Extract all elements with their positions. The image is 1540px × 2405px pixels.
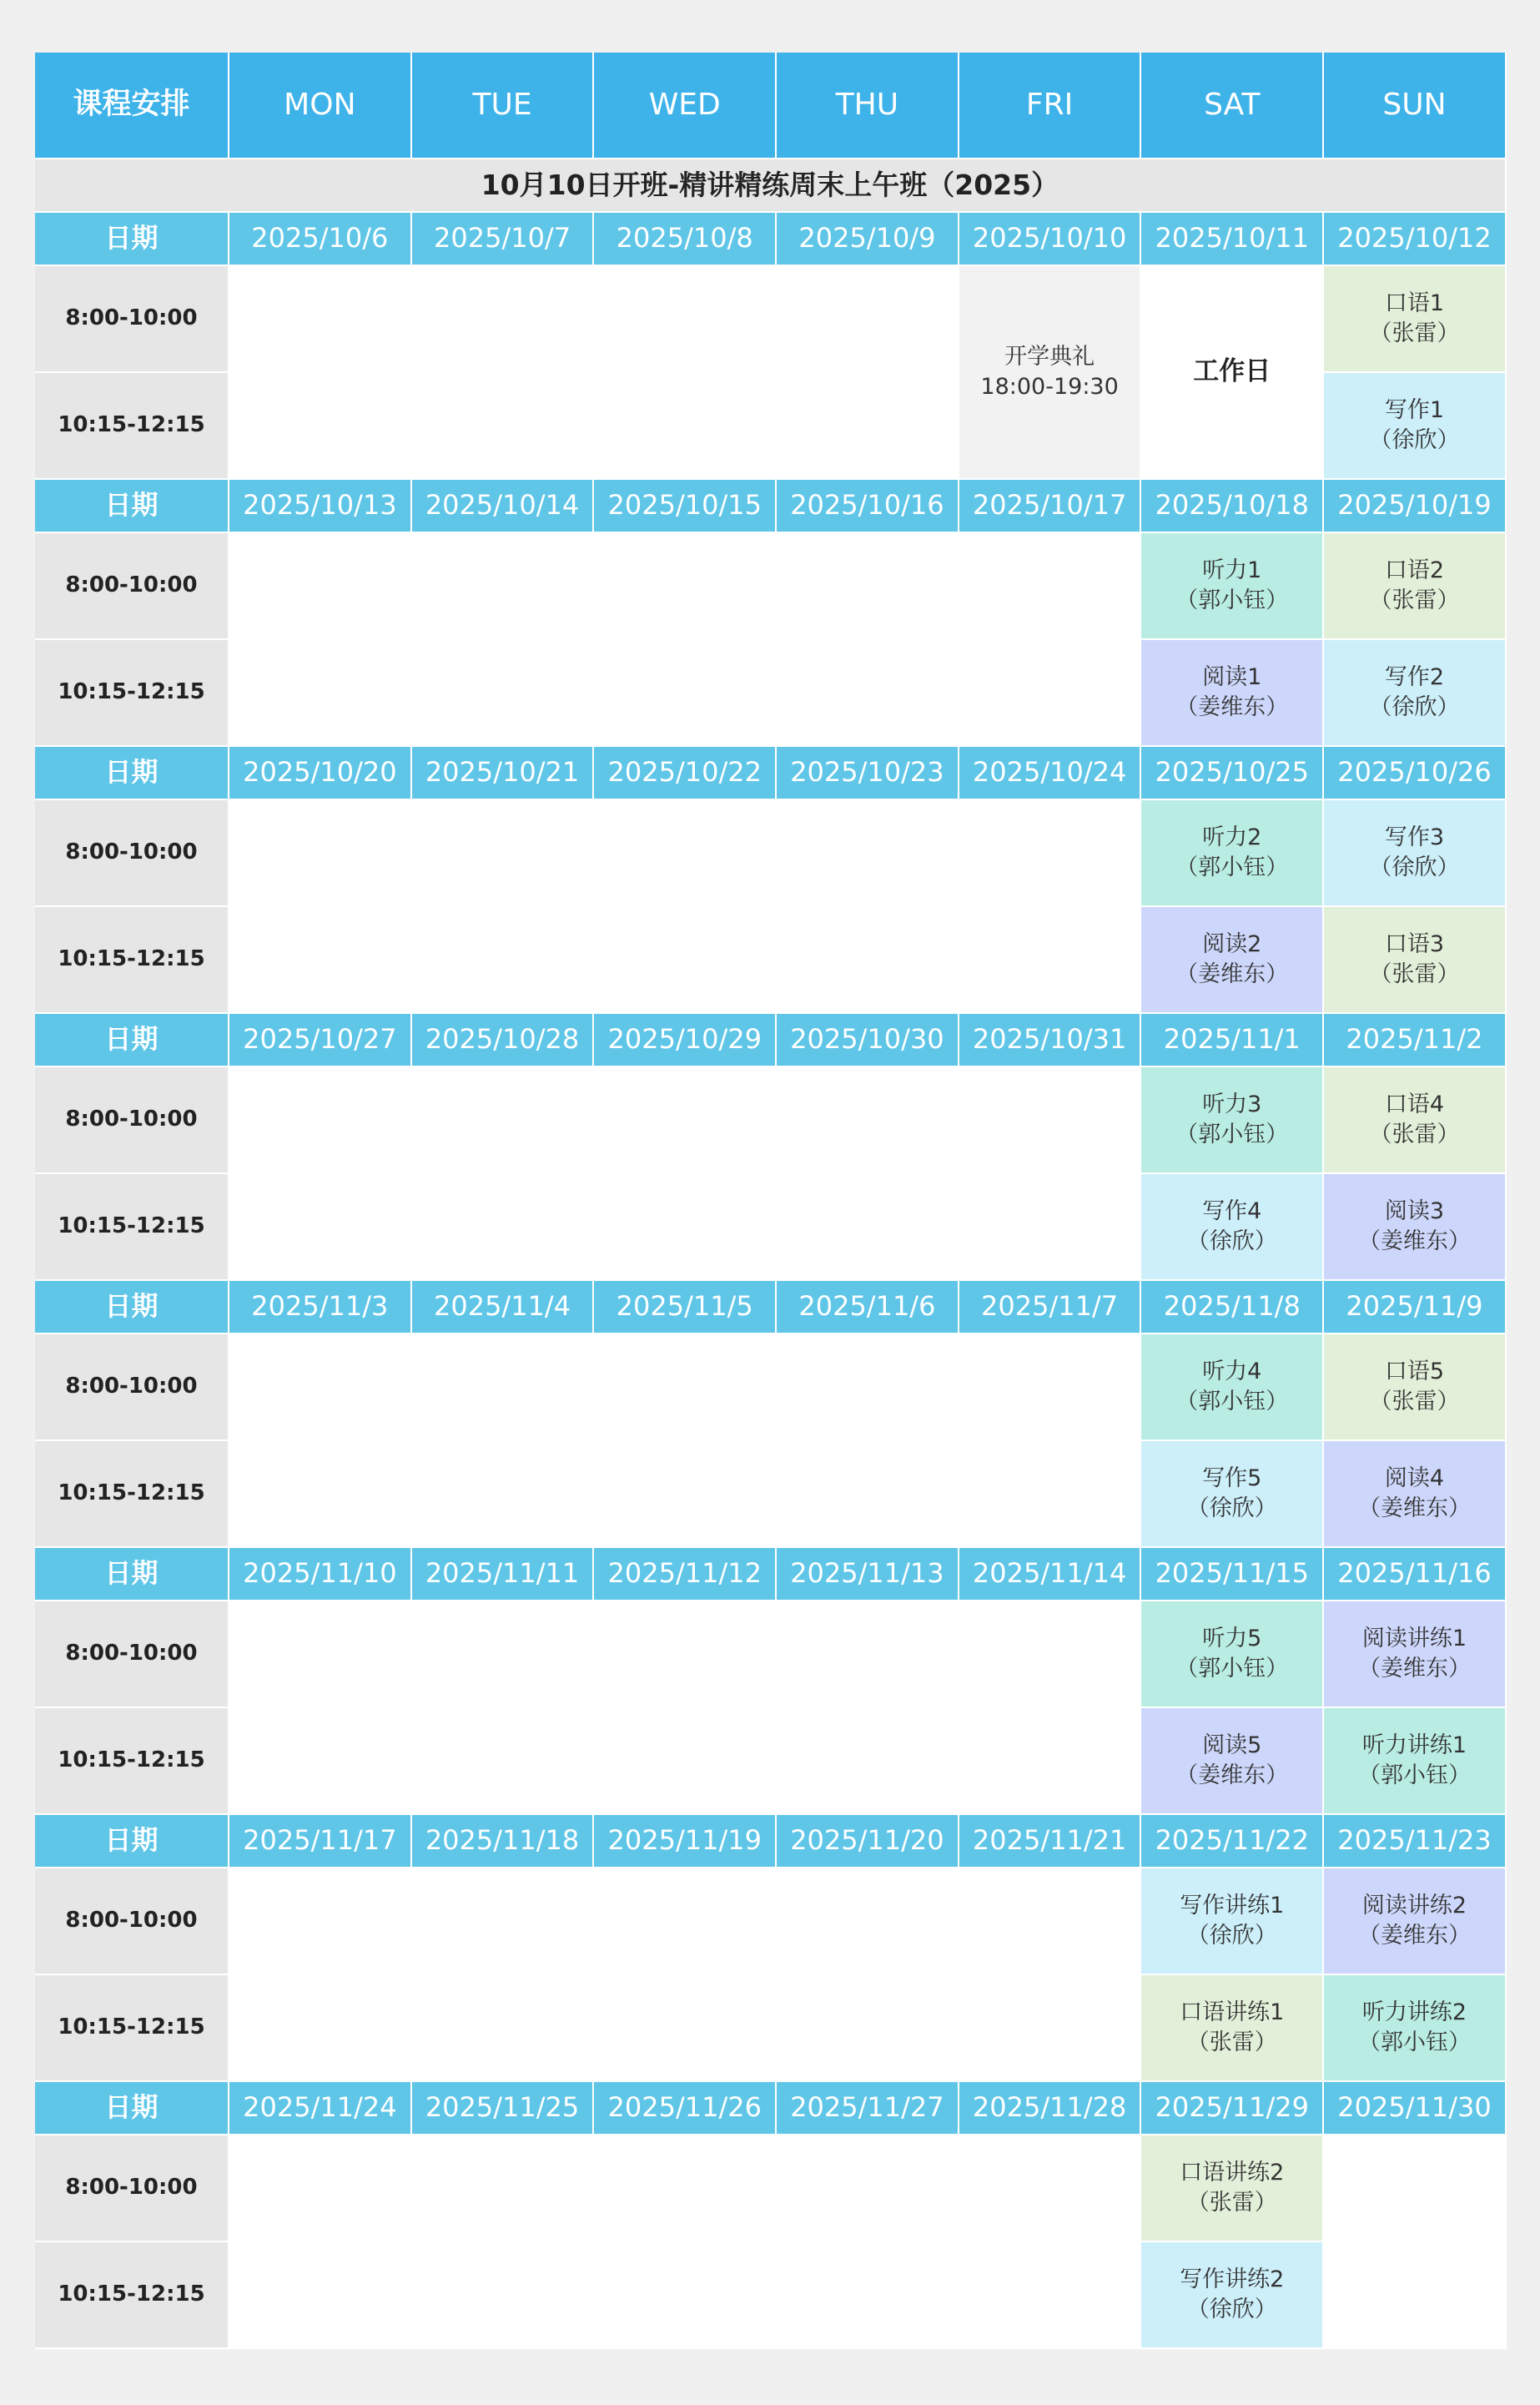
course-teacher: （姜维东） xyxy=(1175,961,1289,987)
weekday-empty-block xyxy=(229,800,1141,1014)
course-teacher: （徐欣） xyxy=(1186,1923,1277,1949)
course-cell xyxy=(1141,800,1324,907)
course-title: 听力2 xyxy=(1202,824,1262,850)
course-cell xyxy=(1141,640,1324,747)
date-cell-fri: 2025/10/24 xyxy=(959,747,1142,800)
date-cell-mon: 2025/10/6 xyxy=(229,213,412,266)
weekday-empty-block xyxy=(229,1334,1141,1548)
date-cell-tue: 2025/11/25 xyxy=(412,2082,595,2135)
course-title: 写作讲练2 xyxy=(1180,2266,1285,2292)
course-title: 口语4 xyxy=(1384,1091,1445,1117)
date-cell-fri: 2025/10/10 xyxy=(959,213,1142,266)
weekday-empty-block xyxy=(229,2135,1141,2349)
date-cell-sun: 2025/10/12 xyxy=(1324,213,1507,266)
course-title: 听力4 xyxy=(1202,1358,1262,1384)
course-teacher: （郭小钰） xyxy=(1357,1762,1471,1788)
date-cell-fri: 2025/11/21 xyxy=(959,1815,1142,1868)
date-cell-wed: 2025/11/26 xyxy=(594,2082,777,2135)
date-cell-mon: 2025/11/24 xyxy=(229,2082,412,2135)
course-title: 听力5 xyxy=(1202,1625,1262,1651)
date-cell-fri: 2025/11/28 xyxy=(959,2082,1142,2135)
date-cell-sun: 2025/11/16 xyxy=(1324,1548,1507,1601)
time-slot-morning: 8:00-10:00 xyxy=(35,800,229,907)
day-header-thu: THU xyxy=(777,53,959,159)
course-teacher: （郭小钰） xyxy=(1175,1122,1289,1147)
time-slot-morning: 8:00-10:00 xyxy=(35,533,229,640)
course-title: 阅读2 xyxy=(1202,930,1262,957)
course-teacher: （张雷） xyxy=(1369,961,1460,987)
course-teacher: （姜维东） xyxy=(1357,1228,1471,1254)
weekday-empty-block xyxy=(229,1868,1141,2082)
course-cell xyxy=(1141,1601,1324,1708)
course-teacher: （姜维东） xyxy=(1357,1495,1471,1521)
date-cell-sat: 2025/11/22 xyxy=(1141,1815,1324,1868)
course-cell xyxy=(1324,1975,1507,2082)
opening-ceremony-title: 开学典礼 xyxy=(1004,343,1095,370)
course-cell xyxy=(1324,1067,1507,1174)
date-cell-sun: 2025/10/26 xyxy=(1324,747,1507,800)
course-title: 阅读讲练1 xyxy=(1361,1625,1467,1651)
date-cell-sun: 2025/11/30 xyxy=(1324,2082,1507,2135)
date-cell-thu: 2025/11/13 xyxy=(777,1548,959,1601)
time-slot-late-morning: 10:15-12:15 xyxy=(35,373,229,480)
time-slot-late-morning: 10:15-12:15 xyxy=(35,640,229,747)
date-cell-sat: 2025/11/1 xyxy=(1141,1014,1324,1067)
time-slot-morning: 8:00-10:00 xyxy=(35,1334,229,1441)
date-cell-mon: 2025/10/27 xyxy=(229,1014,412,1067)
date-cell-thu: 2025/10/30 xyxy=(777,1014,959,1067)
time-slot-morning: 8:00-10:00 xyxy=(35,1601,229,1708)
day-header-wed: WED xyxy=(594,53,777,159)
course-cell xyxy=(1141,1708,1324,1815)
day-header-sat: SAT xyxy=(1141,53,1324,159)
date-row-label: 日期 xyxy=(35,1281,229,1334)
course-title: 口语3 xyxy=(1384,930,1445,957)
time-slot-morning: 8:00-10:00 xyxy=(35,1067,229,1174)
course-cell xyxy=(1141,907,1324,1014)
course-teacher: （徐欣） xyxy=(1186,1228,1277,1254)
corner-header: 课程安排 xyxy=(35,53,229,159)
course-cell xyxy=(1324,1174,1507,1281)
date-cell-tue: 2025/11/4 xyxy=(412,1281,595,1334)
course-cell xyxy=(1324,1868,1507,1975)
date-cell-mon: 2025/11/17 xyxy=(229,1815,412,1868)
course-teacher: （张雷） xyxy=(1186,2190,1277,2216)
course-title: 阅读5 xyxy=(1202,1732,1262,1758)
date-cell-sat: 2025/10/18 xyxy=(1141,480,1324,533)
time-slot-late-morning: 10:15-12:15 xyxy=(35,1441,229,1548)
course-title: 口语讲练2 xyxy=(1180,2159,1285,2186)
date-cell-mon: 2025/11/3 xyxy=(229,1281,412,1334)
date-cell-mon: 2025/10/13 xyxy=(229,480,412,533)
time-slot-morning: 8:00-10:00 xyxy=(35,1868,229,1975)
date-cell-tue: 2025/10/28 xyxy=(412,1014,595,1067)
date-cell-fri: 2025/10/31 xyxy=(959,1014,1142,1067)
course-teacher: （姜维东） xyxy=(1175,1762,1289,1788)
date-cell-fri: 2025/11/14 xyxy=(959,1548,1142,1601)
date-cell-tue: 2025/10/14 xyxy=(412,480,595,533)
course-title: 写作3 xyxy=(1384,824,1445,850)
date-row-label: 日期 xyxy=(35,1014,229,1067)
date-cell-thu: 2025/10/16 xyxy=(777,480,959,533)
course-title: 口语1 xyxy=(1384,290,1445,316)
course-cell xyxy=(1324,640,1507,747)
course-teacher: （徐欣） xyxy=(1369,427,1460,453)
date-cell-wed: 2025/10/8 xyxy=(594,213,777,266)
course-teacher: （张雷） xyxy=(1369,1122,1460,1147)
class-banner: 10月10日开班-精讲精练周末上午班（2025） xyxy=(35,159,1507,213)
course-teacher: （郭小钰） xyxy=(1175,1656,1289,1681)
date-cell-wed: 2025/10/22 xyxy=(594,747,777,800)
date-cell-sun: 2025/10/19 xyxy=(1324,480,1507,533)
date-row-label: 日期 xyxy=(35,747,229,800)
course-title: 口语2 xyxy=(1384,557,1445,583)
course-title: 阅读讲练2 xyxy=(1361,1892,1467,1918)
day-header-tue: TUE xyxy=(412,53,595,159)
time-slot-late-morning: 10:15-12:15 xyxy=(35,1975,229,2082)
date-cell-sun: 2025/11/9 xyxy=(1324,1281,1507,1334)
date-cell-mon: 2025/11/10 xyxy=(229,1548,412,1601)
day-header-mon: MON xyxy=(229,53,412,159)
weekday-empty-block xyxy=(229,266,959,480)
date-cell-sun: 2025/11/2 xyxy=(1324,1014,1507,1067)
course-teacher: （郭小钰） xyxy=(1175,1389,1289,1414)
date-cell-tue: 2025/10/7 xyxy=(412,213,595,266)
date-row-label: 日期 xyxy=(35,2082,229,2135)
weekday-empty-block xyxy=(229,1067,1141,1281)
course-title: 听力3 xyxy=(1202,1091,1262,1117)
course-cell xyxy=(1324,1601,1507,1708)
date-cell-wed: 2025/11/19 xyxy=(594,1815,777,1868)
date-cell-sat: 2025/11/8 xyxy=(1141,1281,1324,1334)
course-cell xyxy=(1141,1334,1324,1441)
course-cell xyxy=(1324,800,1507,907)
course-cell xyxy=(1141,533,1324,640)
time-slot-morning: 8:00-10:00 xyxy=(35,2135,229,2242)
course-teacher: （张雷） xyxy=(1369,587,1460,613)
course-teacher: （徐欣） xyxy=(1186,1495,1277,1521)
date-cell-tue: 2025/10/21 xyxy=(412,747,595,800)
course-title: 听力讲练1 xyxy=(1361,1732,1467,1758)
date-row-label: 日期 xyxy=(35,1815,229,1868)
course-teacher: （姜维东） xyxy=(1357,1656,1471,1681)
course-teacher: （张雷） xyxy=(1369,320,1460,346)
date-row-label: 日期 xyxy=(35,1548,229,1601)
course-teacher: （郭小钰） xyxy=(1175,855,1289,880)
time-slot-late-morning: 10:15-12:15 xyxy=(35,1708,229,1815)
day-header-fri: FRI xyxy=(959,53,1142,159)
day-header-sun: SUN xyxy=(1324,53,1507,159)
course-cell xyxy=(1141,1174,1324,1281)
opening-ceremony-time: 18:00-19:30 xyxy=(980,374,1119,400)
course-title: 听力讲练2 xyxy=(1361,1999,1467,2025)
date-cell-fri: 2025/10/17 xyxy=(959,480,1142,533)
course-cell xyxy=(1141,1868,1324,1975)
date-cell-wed: 2025/11/5 xyxy=(594,1281,777,1334)
date-cell-wed: 2025/10/15 xyxy=(594,480,777,533)
empty-cell xyxy=(1324,2242,1507,2349)
date-cell-mon: 2025/10/20 xyxy=(229,747,412,800)
weekday-empty-block xyxy=(229,1601,1141,1815)
schedule-table xyxy=(35,53,1507,2349)
date-cell-thu: 2025/11/6 xyxy=(777,1281,959,1334)
course-cell xyxy=(1324,1708,1507,1815)
date-cell-sun: 2025/11/23 xyxy=(1324,1815,1507,1868)
date-cell-sat: 2025/10/11 xyxy=(1141,213,1324,266)
course-cell xyxy=(1141,1067,1324,1174)
course-title: 阅读1 xyxy=(1202,663,1262,690)
course-cell xyxy=(1141,2242,1324,2349)
course-title: 口语讲练1 xyxy=(1180,1999,1285,2025)
date-cell-sat: 2025/11/15 xyxy=(1141,1548,1324,1601)
course-teacher: （郭小钰） xyxy=(1175,587,1289,613)
course-teacher: （姜维东） xyxy=(1175,694,1289,720)
course-title: 口语5 xyxy=(1384,1358,1445,1384)
time-slot-late-morning: 10:15-12:15 xyxy=(35,1174,229,1281)
course-title: 阅读3 xyxy=(1384,1197,1445,1224)
course-title: 听力1 xyxy=(1202,557,1262,583)
date-cell-wed: 2025/11/12 xyxy=(594,1548,777,1601)
course-teacher: （徐欣） xyxy=(1186,2297,1277,2322)
course-title: 写作4 xyxy=(1202,1197,1262,1224)
course-cell xyxy=(1324,373,1507,480)
time-slot-late-morning: 10:15-12:15 xyxy=(35,907,229,1014)
course-title: 写作1 xyxy=(1384,396,1445,423)
course-cell xyxy=(1324,266,1507,373)
course-cell xyxy=(1141,2135,1324,2242)
date-cell-fri: 2025/11/7 xyxy=(959,1281,1142,1334)
date-cell-thu: 2025/11/20 xyxy=(777,1815,959,1868)
date-cell-tue: 2025/11/11 xyxy=(412,1548,595,1601)
course-cell xyxy=(1324,907,1507,1014)
date-cell-tue: 2025/11/18 xyxy=(412,1815,595,1868)
course-title: 写作讲练1 xyxy=(1180,1892,1285,1918)
course-cell xyxy=(1324,533,1507,640)
date-cell-sat: 2025/10/25 xyxy=(1141,747,1324,800)
weekday-empty-block xyxy=(229,533,1141,747)
course-title: 阅读4 xyxy=(1384,1465,1445,1491)
course-cell xyxy=(1324,1441,1507,1548)
time-slot-late-morning: 10:15-12:15 xyxy=(35,2242,229,2349)
date-cell-thu: 2025/11/27 xyxy=(777,2082,959,2135)
course-teacher: （徐欣） xyxy=(1369,855,1460,880)
course-cell xyxy=(1141,1975,1324,2082)
date-cell-wed: 2025/10/29 xyxy=(594,1014,777,1067)
empty-cell xyxy=(1324,2135,1507,2242)
course-teacher: （张雷） xyxy=(1186,2029,1277,2055)
opening-ceremony-cell xyxy=(959,266,1142,480)
course-cell xyxy=(1324,1334,1507,1441)
course-title: 写作2 xyxy=(1384,663,1445,690)
workday-cell: 工作日 xyxy=(1141,266,1324,480)
time-slot-morning: 8:00-10:00 xyxy=(35,266,229,373)
date-cell-sat: 2025/11/29 xyxy=(1141,2082,1324,2135)
date-row-label: 日期 xyxy=(35,480,229,533)
date-cell-thu: 2025/10/9 xyxy=(777,213,959,266)
course-title: 写作5 xyxy=(1202,1465,1262,1491)
course-teacher: （张雷） xyxy=(1369,1389,1460,1414)
date-row-label: 日期 xyxy=(35,213,229,266)
course-cell xyxy=(1141,1441,1324,1548)
course-teacher: （郭小钰） xyxy=(1357,2029,1471,2055)
course-teacher: （徐欣） xyxy=(1369,694,1460,720)
date-cell-thu: 2025/10/23 xyxy=(777,747,959,800)
course-teacher: （姜维东） xyxy=(1357,1923,1471,1949)
